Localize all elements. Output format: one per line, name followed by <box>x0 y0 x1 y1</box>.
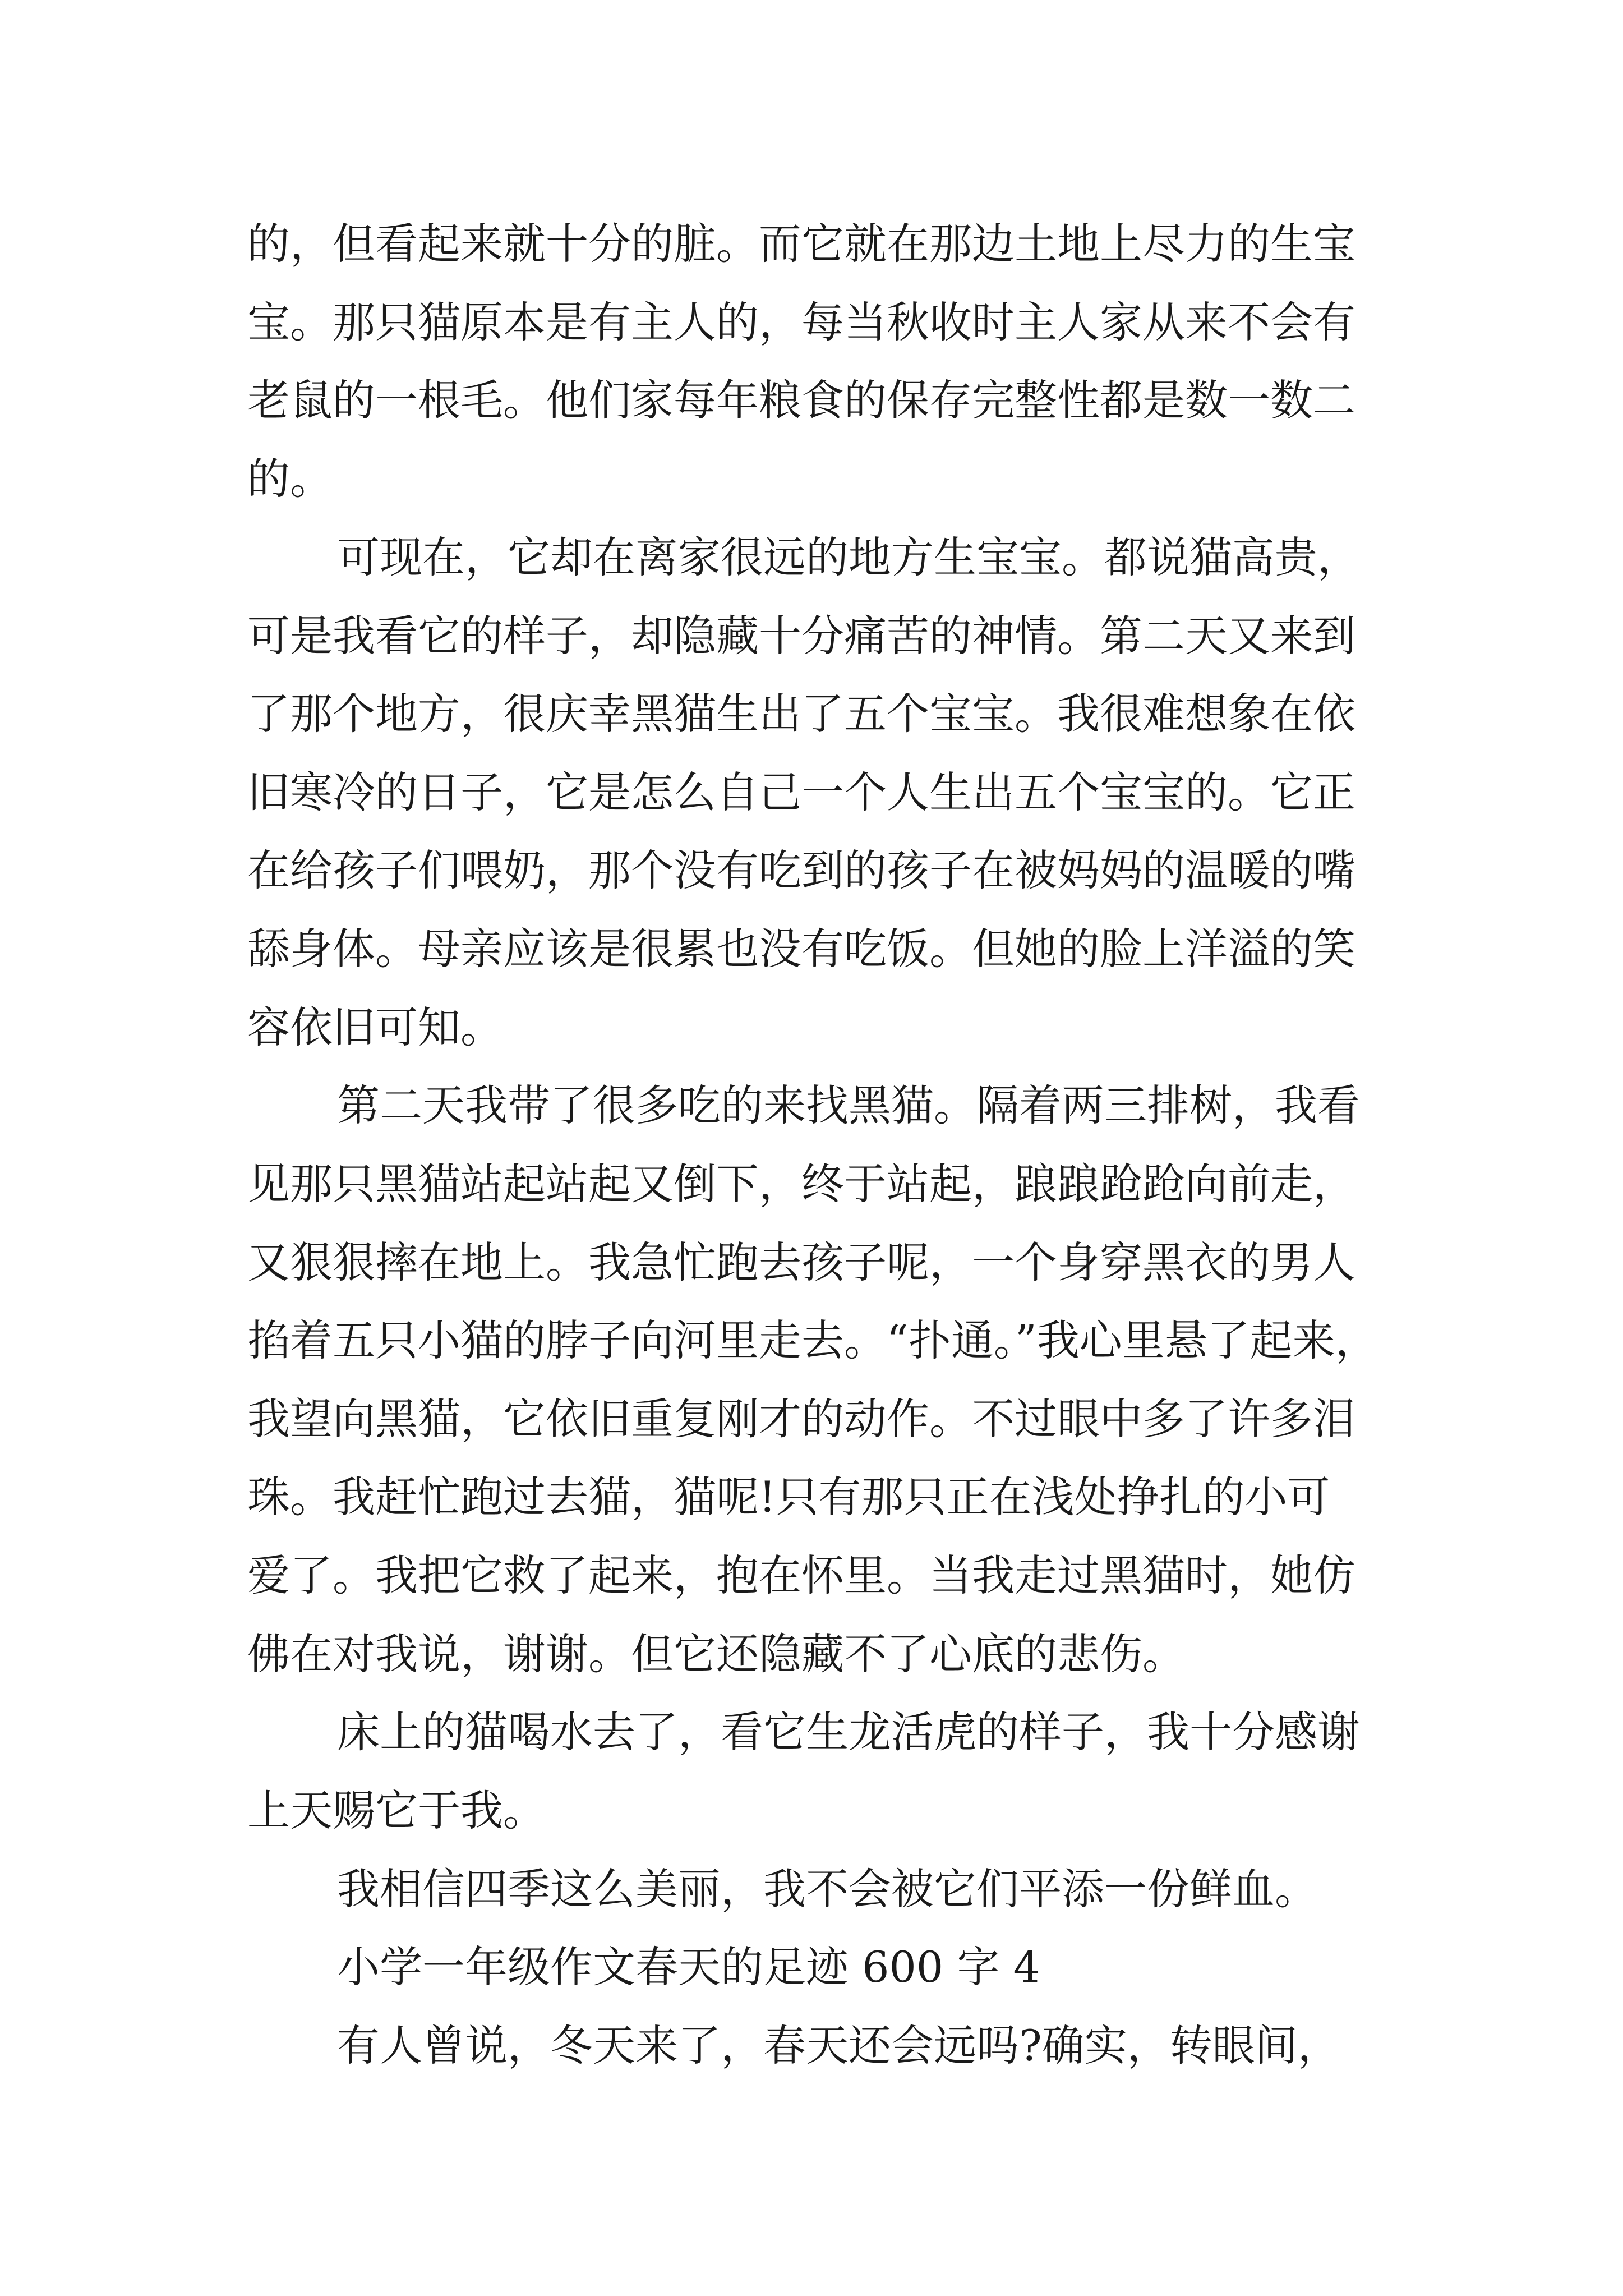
line-text: 了那个地方，很庆幸黑猫生出了五个宝宝。我很难想象在依 <box>247 689 1355 739</box>
line-text: 见那只黑猫站起站起又倒下，终于站起，踉踉跄跄向前走， <box>247 1159 1355 1209</box>
line-text: 珠。我赶忙跑过去猫，猫呢!只有那只正在浅处挣扎的小可 <box>247 1472 1330 1522</box>
line-text: 上天赐它于我。 <box>247 1786 546 1835</box>
line-text: 在给孩子们喂奶，那个没有吃到的孩子在被妈妈的温暖的嘴 <box>247 845 1355 895</box>
line-text: 又狠狠摔在地上。我急忙跑去孩子呢，一个身穿黑衣的男人 <box>247 1237 1355 1287</box>
line-text: 老鼠的一根毛。他们家每年粮食的保存完整性都是数一数二 <box>247 375 1355 425</box>
line-text: 容依旧可知。 <box>247 1002 503 1052</box>
line-text: 可是我看它的样子，却隐藏十分痛苦的神情。第二天又来到 <box>247 611 1355 661</box>
line-text: 舔身体。母亲应该是很累也没有吃饭。但她的脸上洋溢的笑 <box>247 924 1355 974</box>
line-text: 爱了。我把它救了起来，抱在怀里。当我走过黑猫时，她仿 <box>247 1550 1355 1600</box>
line-text: 有人曾说，冬天来了，春天还会远吗?确实，转眼间， <box>337 2021 1340 2070</box>
line-text: 第二天我带了很多吃的来找黑猫。隔着两三排树，我看 <box>337 1080 1360 1130</box>
line-text: 我相信四季这么美丽，我不会被它们平添一份鲜血。 <box>337 1864 1317 1914</box>
line-text: 可现在，它却在离家很远的地方生宝宝。都说猫高贵， <box>337 532 1360 582</box>
line-text: 掐着五只小猫的脖子向河里走去。“扑通。”我心里悬了起来， <box>247 1315 1378 1365</box>
line-text: 的，但看起来就十分的脏。而它就在那边土地上尽力的生宝 <box>247 219 1355 269</box>
line-text: 我望向黑猫，它依旧重复刚才的动作。不过眼中多了许多泪 <box>247 1394 1355 1444</box>
line-text: 的。 <box>247 454 333 504</box>
line-text: 旧寒冷的日子，它是怎么自己一个人生出五个宝宝的。它正 <box>247 767 1355 817</box>
line-text: 宝。那只猫原本是有主人的，每当秋收时主人家从来不会有 <box>247 297 1355 347</box>
line-text: 佛在对我说，谢谢。但它还隐藏不了心底的悲伤。 <box>247 1629 1185 1679</box>
line-text: 小学一年级作文春天的足迹 600 字 4 <box>337 1942 1040 1992</box>
line-text: 床上的猫喝水去了，看它生龙活虎的样子，我十分感谢 <box>337 1707 1360 1757</box>
